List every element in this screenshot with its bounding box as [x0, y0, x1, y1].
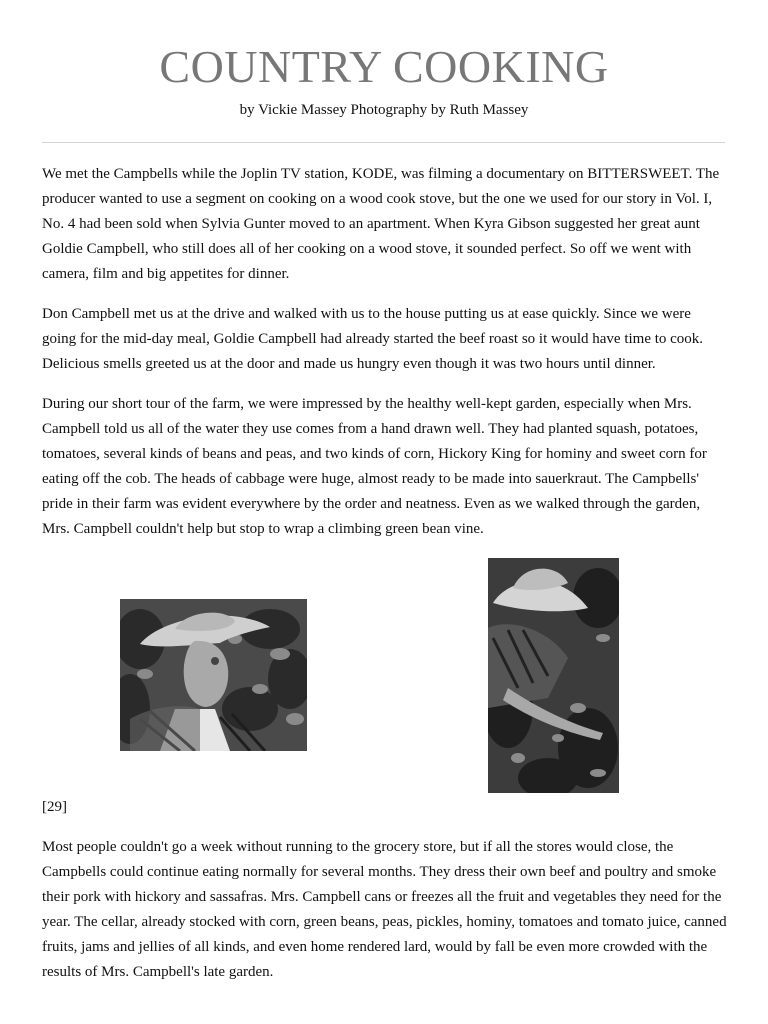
- paragraph-1: We met the Campbells while the Joplin TV station, KODE, was filming a documentary on BITTERSWEET. The producer wanted to use a segment on cooking on a wood cook stove, but the one we used for our story in Vol. I, No. 4 had been sold when Sylvia Gunter moved to an apartment. When Kyra Gibson suggested her great aunt Goldie Campbell, who still does all of her cooking on a wood stove, it sounded perfect. So off we went with camera, film and big appetites for dinner.: [42, 166, 720, 282]
- article-byline: by Vickie Massey Photography by Ruth Massey: [239, 102, 529, 118]
- paragraph-4: Most people couldn't go a week without running to the grocery store, but if all the stores would close, the Campbells could continue eating normally for several months. They dress their own beef and poultry and smoke their pork with hickory and sassafras. Mrs. Campbell cans or freezes all the fruit and vegetables they need for the year. The cellar, already stocked with corn, green beans, peas, pickles, hominy, tomatoes and tomato juice, canned fruits, jams and jellies of all kinds, and even home rendered lard, would by fall be even more crowded with the results of Mrs. Campbell's late garden.: [42, 839, 727, 980]
- paragraph-3: During our short tour of the farm, we were impressed by the healthy well-kept garden, especially when Mrs. Campbell told us all of the water they use comes from a hand drawn well. They had planted squash, potatoes, tomatoes, several kinds of beans and peas, and two kinds of corn, Hickory King for hominy and sweet corn for eating off the cob. The heads of cabbage were huge, almost ready to be made into sauerkraut. The Campbells' pride in their farm was evident everywhere by the order and neatness. Even as we walked through the garden, Mrs. Campbell couldn't help but stop to wrap a climbing green bean vine.: [42, 396, 707, 537]
- photo-woman-in-garden: [488, 558, 619, 793]
- article-title: COUNTRY COOKING: [159, 41, 609, 92]
- paragraph-2: Don Campbell met us at the drive and walked with us to the house putting us at ease quickly. Since we were going for the mid-day meal, Goldie Campbell had already started the beef roast so it would have time to cook. Delicious smells greeted us at the door and made us hungry even though it was two hours until dinner.: [42, 306, 704, 372]
- page-number: [29]: [42, 799, 67, 815]
- photo-woman-in-hat: [120, 599, 307, 751]
- title-divider: [42, 142, 725, 143]
